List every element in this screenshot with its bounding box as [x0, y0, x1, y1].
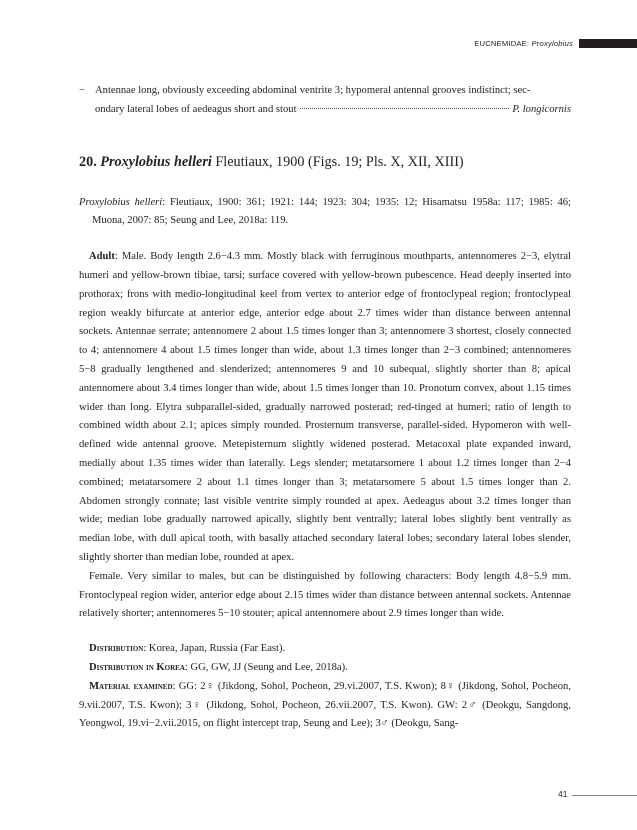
distribution-label: Distribution — [89, 643, 144, 655]
distribution-korea-text: : GG, GW, JJ (Seung and Lee, 2018a). — [184, 661, 348, 673]
running-header — [474, 37, 637, 49]
material-label: Material examined — [89, 680, 173, 692]
adult-description — [79, 248, 571, 568]
synonymy-references — [79, 194, 571, 232]
key-line-1: Antennae long, obviously exceeding abdominal ventrite 3; hypomeral antennal grooves indistinct; sec- — [95, 85, 531, 96]
synonymy-name: Proxylobius helleri — [79, 196, 163, 208]
key-line-2-text: ondary lateral lobes of aedeagus short and stout — [95, 103, 297, 115]
female-description: Female. Very similar to males, but can be distinguished by following characters: Body length 4.8−5.9 mm. Frontoclypeal region wider, anterior edge about 2.15 times wider than distance between antennal sockets. Antennae relatively shorter; antennomeres 5−10 stouter; apical antennomere about 2.9 times longer than wide. — [79, 570, 571, 620]
synonymy-text: : Fleutiaux, 1900: 361; 1921: 144; 1923: 304; 1935: 12; Hisamatsu 1958a: 117; 1985: 46; Muona, 2007: 85; Seung and Lee, 2018a: 119. — [92, 196, 571, 227]
dot-leader — [300, 108, 510, 109]
material-text: : GG: 2♀ (Jikdong, Sohol, Pocheon, 29.vi.2007, T.S. Kwon); 8♀ (Jikdong, Sohol, Pocheon, 9.vii.2007, T.S. Kwon); 3♀ (Jikdong, Sohol, Pocheon, 26.vii.2007, T.S. Kwon). GW: 2♂ (Deokgu, Sangdong, Yeongwol, 19.vi−2.vii.2015, on flight intercept trap, Seung and Lee); 3♂ (Deokgu, Sang- — [79, 680, 571, 730]
footer-rule — [572, 795, 637, 796]
adult-label: Adult — [89, 251, 115, 263]
species-figs: (Figs. 19; Pls. X, XII, XIII) — [304, 153, 464, 170]
material-examined — [79, 678, 571, 734]
running-header-text — [474, 39, 573, 48]
species-number: 20. — [79, 153, 97, 170]
key-taxon: P. longicornis — [512, 103, 571, 115]
species-heading — [79, 152, 571, 172]
distribution-korea-label: Distribution in Korea — [89, 661, 185, 673]
header-bar — [579, 39, 637, 48]
distribution — [79, 640, 571, 659]
key-dash: − — [79, 85, 85, 96]
page-content — [79, 82, 571, 734]
page-number: 41 — [558, 789, 568, 799]
key-couplet — [79, 82, 571, 120]
distribution-korea — [79, 659, 571, 678]
header-family: EUCNEMIDAE: — [474, 38, 532, 48]
key-line-2 — [95, 101, 571, 120]
header-genus: Proxylobius — [531, 38, 573, 48]
adult-text: : Male. Body length 2.6−4.3 mm. Mostly black with ferruginous mouthparts, antennomeres 2−3, elytral humeri and yellow-brown tibiae, tarsi; surface covered with yellow-brown pubescence. Head deeply inserted into prothorax; frons with medio-longitudinal keel from vertex to anterior edge of frontoclypeal region; frontoclypeal region weakly bifurcate at anterior edge, anterior edge about 2.7 times wider than distance between antennal sockets. Antennae serrate; antennomere 2 about 1.5 times longer than 3; antennomere 3 shortest, closely connected to 4; antennomere 4 about 1.5 times longer than wide, about 1.3 times longer than 2−3 combined; antennomeres 5−8 gradually lengthened and slenderized; antennomeres 9 and 10 subequal, slightly shorter than 8; apical antennomere about 3.4 times longer than wide, about 1.5 times longer than 10. Pronotum convex, about 1.15 times wider than long. Elytra subparallel-sided, gradually narrowed posterad; red-tinged at humeri; ratio of length to combined width about 2.1; apices simply rounded. Prosternum transverse, parallel-sided. Hypomeron with well-defined wide antennal groove. Metepisternum slightly widened posterad. Metacoxal plate expanded inward, medially about 1.35 times wider than laterally. Legs slender; metatarsomere 1 about 1.2 times longer than 2−4 combined; metatarsomere 2 about 1.1 times longer than 3; metatarsomere 5 about 1.5 times longer than 2. Abdomen strongly connate; last visible ventrite simply rounded at apex. Aedeagus about 3.2 times longer than wide; median lobe gradually narrowed apically, slightly bent ventrally; lateral lobes slightly bent ventrally as median lobe, with dull apical tooth, with basally attached secondary lateral lobes; secondary lateral lobes slender, slightly shorter than median lobe, rounded at apex. — [79, 251, 571, 563]
species-author: Fleutiaux, 1900 — [211, 153, 305, 170]
key-body — [95, 82, 571, 120]
distribution-text: : Korea, Japan, Russia (Far East). — [143, 643, 286, 655]
species-name: Proxylobius helleri — [100, 153, 212, 170]
